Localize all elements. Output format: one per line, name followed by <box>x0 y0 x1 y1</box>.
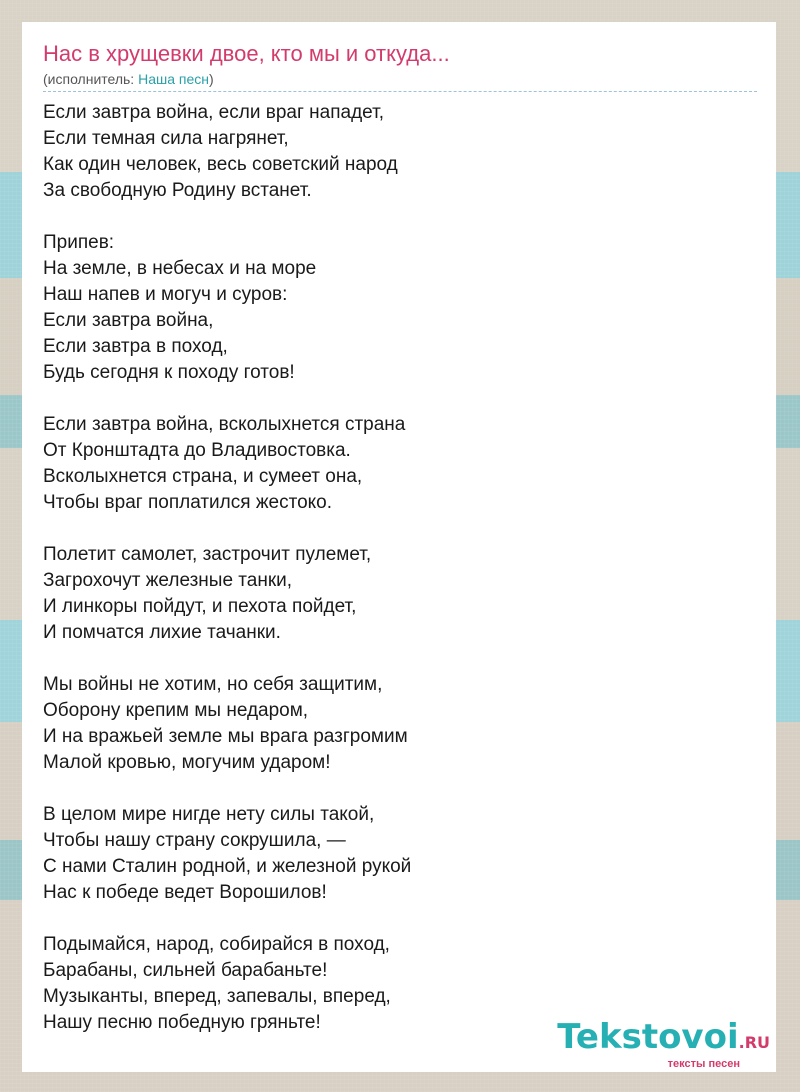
lyric-line: Чтобы нашу страну сокрушила, — <box>43 830 346 851</box>
stanza <box>43 230 756 386</box>
lyric-line: И линкоры пойдут, и пехота пойдет, <box>43 596 357 617</box>
logo-tld: .RU <box>738 1033 770 1052</box>
lyric-line: Чтобы враг поплатился жестоко. <box>43 492 333 513</box>
lyric-line: Всколыхнется страна, и сумеет она, <box>43 466 363 487</box>
lyric-line: Нас к победе ведет Ворошилов! <box>43 882 327 903</box>
lyric-line: Наш напев и могуч и суров: <box>43 284 288 305</box>
lyric-line: Если завтра война, если враг нападет, <box>43 102 384 123</box>
lyric-line: За свободную Родину встанет. <box>43 180 312 201</box>
lyric-line: Как один человек, весь советский народ <box>43 154 398 175</box>
lyric-line: В целом мире нигде нету силы такой, <box>43 804 375 825</box>
lyric-line: Если завтра война, всколыхнется страна <box>43 414 406 435</box>
stanza <box>43 100 756 204</box>
lyric-line: Если завтра в поход, <box>43 336 228 357</box>
logo-main-text: Tekstovoi <box>557 1017 739 1057</box>
lyric-line: От Кронштадта до Владивостовка. <box>43 440 351 461</box>
lyric-line: С нами Сталин родной, и железной рукой <box>43 856 412 877</box>
lyric-line: Малой кровью, могучим ударом! <box>43 752 331 773</box>
logo-subtitle: тексты песен <box>667 1058 740 1070</box>
lyric-line: Будь сегодня к походу готов! <box>43 362 295 383</box>
lyric-line: Припев: <box>43 232 115 253</box>
lyric-line: Мы войны не хотим, но себя защитим, <box>43 674 383 695</box>
site-logo[interactable] <box>557 1018 770 1070</box>
lyric-line: Если завтра война, <box>43 310 214 331</box>
lyric-line: И помчатся лихие тачанки. <box>43 622 281 643</box>
lyric-line: Нашу песню победную гряньте! <box>43 1012 321 1033</box>
song-title: Нас в хрущевки двое, кто мы и откуда... <box>43 41 450 66</box>
artist-prefix: (исполнитель: <box>43 71 139 87</box>
artist-suffix: ) <box>209 71 214 87</box>
artist-link[interactable]: Наша песн <box>138 71 209 87</box>
artist-line <box>43 70 757 92</box>
stanza <box>43 802 756 906</box>
stanza <box>43 542 756 646</box>
lyric-line: Полетит самолет, застрочит пулемет, <box>43 544 372 565</box>
lyric-line: Загрохочут железные танки, <box>43 570 293 591</box>
logo-wordmark <box>557 1018 770 1062</box>
lyric-line: На земле, в небесах и на море <box>43 258 317 279</box>
lyric-line: Подымайся, народ, собирайся в поход, <box>43 934 390 955</box>
lyric-line: И на вражьей земле мы врага разгромим <box>43 726 408 747</box>
lyric-line: Музыканты, вперед, запевалы, вперед, <box>43 986 391 1007</box>
lyric-line: Барабаны, сильней барабаньте! <box>43 960 328 981</box>
lyrics-body <box>43 100 756 1036</box>
stanza <box>43 672 756 776</box>
lyrics-card <box>22 22 776 1072</box>
lyric-line: Если темная сила нагрянет, <box>43 128 289 149</box>
stanza <box>43 412 756 516</box>
lyric-line: Оборону крепим мы недаром, <box>43 700 309 721</box>
